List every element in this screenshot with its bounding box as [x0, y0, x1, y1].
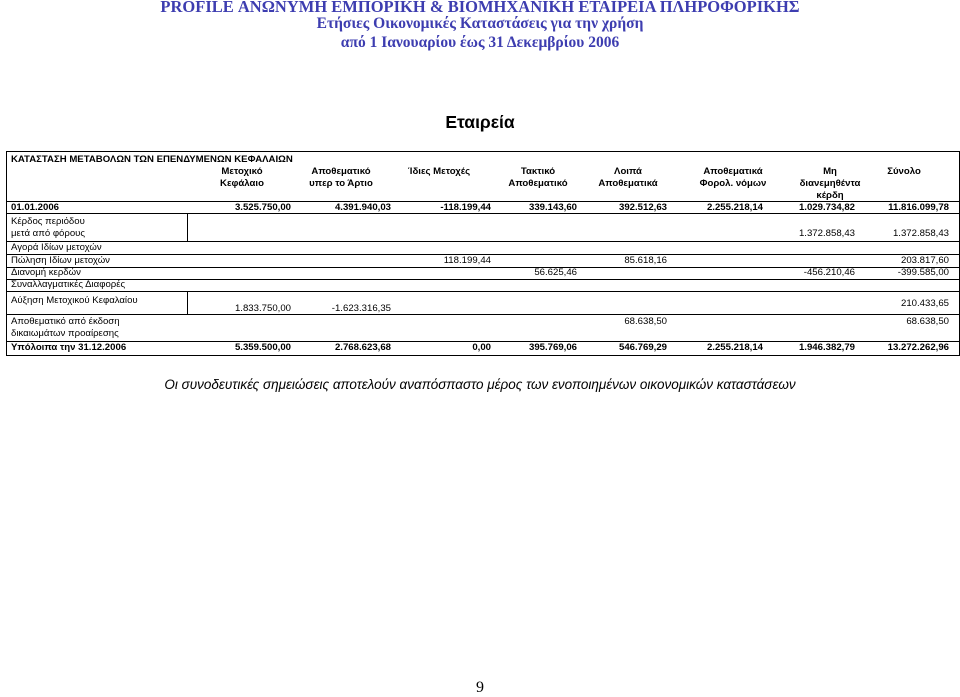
closing-retained-earnings: 1.946.382,79 — [798, 342, 855, 353]
page-number: 9 — [476, 679, 484, 696]
stock-options-other-reserves: 68.638,50 — [624, 316, 667, 327]
column-header-share-premium: Αποθεματικό υπερ το Άρτιο — [309, 166, 373, 189]
column-header-statutory-reserve: Τακτικό Αποθεματικό — [508, 166, 568, 189]
column-header-share-capital: Μετοχικό Κεφάλαιο — [220, 166, 264, 189]
opening-other-reserves: 392.512,63 — [618, 202, 667, 213]
profit-total: 1.372.858,43 — [892, 228, 949, 239]
closing-total: 13.272.262,96 — [887, 342, 949, 353]
row-divider — [7, 279, 959, 280]
opening-tax-reserves: 2.255.218,14 — [706, 202, 763, 213]
footnote: Οι συνοδευτικές σημειώσεις αποτελούν αναπόσπαστο μέρος των ενοποιημένων οικονομικών καταστάσεων — [164, 377, 796, 392]
row-divider — [7, 241, 959, 242]
sell-own-shares-total: 203.817,60 — [900, 255, 949, 266]
dividend-statutory-reserve: 56.625,46 — [534, 267, 577, 278]
opening-share-capital: 3.525.750,00 — [234, 202, 291, 213]
fx-differences-label: Συναλλαγματικές Διαφορές — [11, 279, 126, 290]
column-header-retained-earnings: Μη διανεμηθέντα κέρδη — [799, 166, 861, 201]
closing-balance-label: Υπόλοιπα την 31.12.2006 — [11, 342, 127, 353]
opening-retained-earnings: 1.029.734,82 — [798, 202, 855, 213]
closing-tax-reserves: 2.255.218,14 — [706, 342, 763, 353]
opening-own-shares: -118.199,44 — [440, 202, 491, 213]
column-divider — [187, 291, 188, 314]
capital-increase-total: 210.433,65 — [900, 298, 949, 309]
dividend-retained-earnings: -456.210,46 — [803, 267, 855, 278]
sell-own-shares-own-shares: 118.199,44 — [443, 255, 491, 266]
opening-balance-label: 01.01.2006 — [11, 202, 60, 213]
statements-title: Ετήσιες Οικονομικές Καταστάσεις για την χρήση — [316, 15, 644, 32]
column-header-total: Σύνολο — [887, 166, 921, 177]
opening-total: 11.816.099,78 — [888, 202, 949, 213]
capital-increase-share-premium: -1.623.316,35 — [331, 303, 391, 314]
opening-share-premium: 4.391.940,03 — [334, 202, 391, 213]
opening-statutory-reserve: 339.143,60 — [528, 202, 577, 213]
equity-changes-table — [6, 151, 960, 356]
row-divider — [7, 314, 959, 315]
table-title: ΚΑΤΑΣΤΑΣΗ ΜΕΤΑΒΟΛΩΝ ΤΩΝ ΕΠΕΝΔΥΜΕΝΩΝ ΚΕΦΑΛΑΙΩΝ — [11, 154, 293, 165]
period-subtitle: από 1 Ιανουαρίου έως 31 Δεκεμβρίου 2006 — [340, 34, 620, 51]
stock-options-total: 68.638,50 — [906, 316, 949, 327]
capital-increase-share-capital: 1.833.750,00 — [234, 303, 291, 314]
column-header-own-shares: Ίδιες Μετοχές — [407, 166, 471, 177]
sell-own-shares-label: Πώληση Ιδίων μετοχών — [11, 255, 110, 266]
company-name-header: PROFILE ΑΝΩΝΥΜΗ ΕΜΠΟΡΙΚΗ & ΒΙΟΜΗΧΑΝΙΚΗ ΕΤΑΙΡΕΙΑ ΠΛΗΡΟΦΟΡΙΚΗΣ — [160, 0, 800, 16]
profit-retained-earnings: 1.372.858,43 — [798, 228, 855, 239]
dividend-total: -399.585,00 — [897, 267, 949, 278]
buy-own-shares-label: Αγορά Ιδίων μετοχών — [11, 242, 102, 253]
closing-share-premium: 2.768.623,68 — [334, 342, 391, 353]
closing-share-capital: 5.359.500,00 — [234, 342, 291, 353]
column-divider — [187, 213, 188, 241]
column-header-other-reserves: Λοιπά Αποθεματικά — [598, 166, 658, 189]
profit-label: Κέρδος περιόδου μετά από φόρους — [11, 216, 86, 239]
company-heading: Εταιρεία — [445, 112, 515, 132]
column-header-tax-reserves: Αποθεματικά Φορολ. νόμων — [699, 166, 767, 189]
dividend-label: Διανομή κερδών — [11, 267, 81, 278]
row-divider — [7, 291, 959, 292]
closing-other-reserves: 546.769,29 — [618, 342, 667, 353]
stock-options-label: Αποθεματικό από έκδοση δικαιωμάτων προαίρεσης — [11, 316, 120, 339]
closing-statutory-reserve: 395.769,06 — [528, 342, 577, 353]
closing-own-shares: 0,00 — [472, 342, 491, 353]
capital-increase-label: Αύξηση Μετοχικού Κεφαλαίου — [11, 295, 138, 306]
sell-own-shares-other-reserves: 85.618,16 — [624, 255, 667, 266]
